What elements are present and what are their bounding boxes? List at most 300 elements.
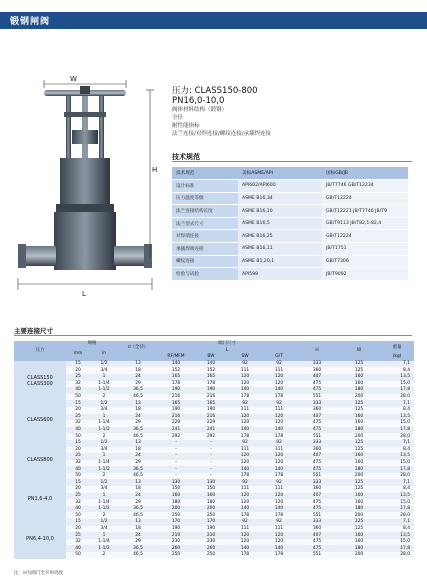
table-cell: 200: [338, 394, 380, 401]
table-cell: 111: [262, 526, 296, 533]
table-cell: 140: [158, 361, 194, 368]
table-cell: 475: [296, 506, 338, 513]
table-cell: 150: [158, 486, 194, 493]
table-cell: 475: [296, 539, 338, 546]
table-row: [172, 205, 408, 218]
table-cell: 475: [296, 460, 338, 467]
table-cell: -: [158, 466, 194, 473]
table-cell: 241: [158, 427, 194, 434]
table-cell: 140: [262, 545, 296, 552]
table-cell: GB/T12224: [322, 192, 408, 205]
table-cell: 2: [90, 433, 118, 440]
gate-valve-drawing: [10, 72, 160, 302]
table-cell: 1-1/4: [90, 420, 118, 427]
table-cell: 407: [296, 414, 338, 421]
table-cell: 130: [194, 479, 228, 486]
table-cell: 7,1: [380, 440, 414, 447]
table-cell: 1/2: [90, 361, 118, 368]
table-cell: 15,0: [380, 381, 414, 388]
table-cell: 28,0: [380, 394, 414, 401]
table-cell: 150: [194, 486, 228, 493]
table-cell: 333: [296, 519, 338, 526]
pressure-class-cell: PN1,6-4,0: [14, 479, 66, 519]
table-cell: 25: [66, 414, 90, 421]
table-cell: 111: [262, 367, 296, 374]
table-cell: 24: [118, 414, 158, 421]
table-row: [172, 268, 408, 281]
table-row: [14, 394, 414, 401]
table-cell: -: [194, 460, 228, 467]
table-cell: 1/2: [90, 519, 118, 526]
table-cell: 140: [228, 506, 262, 513]
table-cell: 28,0: [380, 512, 414, 519]
table-cell: 92: [262, 479, 296, 486]
table-cell: 7,1: [380, 479, 414, 486]
pressure-pn: PN16,0-10,0: [172, 96, 225, 106]
table-cell: -: [194, 440, 228, 447]
table-cell: 216: [158, 414, 194, 421]
table-cell: 120: [262, 539, 296, 546]
table-cell: 140: [262, 466, 296, 473]
table-header-row: [172, 167, 408, 180]
table-row: [172, 243, 408, 256]
table-cell: 8,4: [380, 367, 414, 374]
header-w: W: [338, 341, 380, 361]
table-cell: 152: [158, 367, 194, 374]
table-cell: ASME B16,11: [238, 243, 322, 256]
table-cell: 40: [66, 387, 90, 394]
table-cell: 120: [228, 453, 262, 460]
table-cell: 360: [296, 407, 338, 414]
table-cell: 120: [228, 532, 262, 539]
header-cell: 国标GB/JB: [322, 167, 408, 180]
table-cell: 160: [338, 453, 380, 460]
table-cell: 125: [338, 400, 380, 407]
table-cell: 25: [66, 374, 90, 381]
table-cell: 407: [296, 453, 338, 460]
table-cell: 15: [66, 361, 90, 368]
table-cell: 20: [66, 447, 90, 454]
table-row: [14, 440, 414, 447]
header-weight: 重量: [380, 341, 414, 354]
header-h: H: [296, 341, 338, 361]
table-cell: 46,5: [118, 473, 158, 480]
table-cell: 92: [228, 519, 262, 526]
table-row: [14, 526, 414, 533]
pressure-class: 压力: CLASS150-800: [172, 86, 258, 96]
table-cell: 333: [296, 479, 338, 486]
table-cell: 120: [262, 374, 296, 381]
table-cell: 1-1/2: [90, 545, 118, 552]
divider: [172, 161, 412, 162]
table-cell: -: [194, 466, 228, 473]
table-cell: 160: [338, 460, 380, 467]
table-cell: 压力温度等级: [172, 192, 238, 205]
table-cell: 15: [66, 400, 90, 407]
table-cell: 407: [296, 374, 338, 381]
table-row: [172, 255, 408, 268]
table-row: [14, 552, 414, 559]
table-cell: 1-1/2: [90, 466, 118, 473]
table-cell: 120: [262, 414, 296, 421]
table-row: [14, 539, 414, 546]
table-cell: 125: [338, 519, 380, 526]
table-cell: 229: [194, 420, 228, 427]
table-cell: 1/2: [90, 400, 118, 407]
table-cell: 111: [228, 526, 262, 533]
table-cell: 1: [90, 532, 118, 539]
dims-section-title: 主要连接尺寸: [14, 327, 53, 335]
table-cell: 40: [66, 427, 90, 434]
table-cell: ASME B16,10: [238, 205, 322, 218]
table-cell: 200: [338, 512, 380, 519]
table-header-row: [14, 341, 414, 348]
table-cell: 92: [262, 519, 296, 526]
table-cell: 50: [66, 433, 90, 440]
header-mm: mm: [66, 348, 90, 361]
table-cell: 36,5: [118, 427, 158, 434]
table-cell: 160: [338, 499, 380, 506]
table-cell: 120: [262, 381, 296, 388]
table-row: [14, 499, 414, 506]
table-cell: 36,5: [118, 506, 158, 513]
table-cell: GB/T7306: [322, 255, 408, 268]
table-row: [14, 427, 414, 434]
stem: [82, 96, 88, 160]
table-cell: 180: [338, 545, 380, 552]
table-cell: 120: [262, 499, 296, 506]
table-cell: 13: [118, 361, 158, 368]
table-cell: ASME B16,25: [238, 230, 322, 243]
spec-line: 全径: [172, 115, 184, 121]
header-cell: 技术规范: [172, 167, 238, 180]
table-cell: 32: [66, 539, 90, 546]
table-cell: 29: [118, 420, 158, 427]
table-cell: 7,1: [380, 400, 414, 407]
table-cell: 230: [194, 539, 228, 546]
table-cell: 8,4: [380, 526, 414, 533]
table-cell: 475: [296, 499, 338, 506]
table-cell: 250: [194, 552, 228, 559]
table-cell: 152: [194, 367, 228, 374]
table-cell: 32: [66, 420, 90, 427]
table-cell: 3/4: [90, 407, 118, 414]
table-cell: 1-1/2: [90, 427, 118, 434]
table-cell: 15: [66, 479, 90, 486]
table-cell: 29: [118, 381, 158, 388]
table-cell: 160: [338, 381, 380, 388]
table-cell: 216: [194, 414, 228, 421]
dimension-l-label: L: [82, 290, 86, 298]
table-cell: 1: [90, 414, 118, 421]
table-cell: -: [158, 473, 194, 480]
table-cell: 20: [66, 407, 90, 414]
table-cell: 125: [338, 526, 380, 533]
table-cell: 551: [296, 394, 338, 401]
table-cell: -: [158, 460, 194, 467]
table-row: [172, 217, 408, 230]
table-cell: 29: [118, 499, 158, 506]
gland: [72, 130, 98, 144]
table-cell: -: [158, 440, 194, 447]
table-cell: 160: [158, 493, 194, 500]
pressure-class-cell: CLASS800: [14, 440, 66, 480]
table-cell: 17,8: [380, 387, 414, 394]
table-row: [14, 466, 414, 473]
table-cell: 13: [118, 479, 158, 486]
table-cell: JB/T7746 GB/T12234: [322, 180, 408, 193]
table-cell: 407: [296, 493, 338, 500]
table-cell: JB/T1751: [322, 243, 408, 256]
table-cell: 160: [338, 374, 380, 381]
table-cell: 120: [228, 493, 262, 500]
table-cell: 160: [338, 493, 380, 500]
table-cell: 178: [228, 512, 262, 519]
table-cell: 2: [90, 552, 118, 559]
dimension-table-body: [14, 361, 414, 559]
table-cell: ASME B1,20,1: [238, 255, 322, 268]
table-cell: 17,8: [380, 466, 414, 473]
table-cell: API602/API600: [238, 180, 322, 193]
table-cell: -: [194, 473, 228, 480]
header-d: d（全径）: [118, 341, 158, 354]
table-cell: 120: [228, 374, 262, 381]
table-cell: 1-1/2: [90, 506, 118, 513]
table-cell: 92: [228, 361, 262, 368]
table-cell: 125: [338, 486, 380, 493]
table-cell: 140: [228, 387, 262, 394]
table-cell: 120: [228, 381, 262, 388]
table-cell: 32: [66, 460, 90, 467]
table-cell: 111: [262, 447, 296, 454]
table-cell: 111: [262, 407, 296, 414]
table-cell: 178: [228, 473, 262, 480]
table-cell: 13,5: [380, 453, 414, 460]
table-row: [172, 230, 408, 243]
table-cell: 125: [338, 479, 380, 486]
table-cell: 190: [158, 387, 194, 394]
table-cell: -: [194, 453, 228, 460]
table-row: [14, 506, 414, 513]
table-cell: 15,0: [380, 539, 414, 546]
table-cell: ASME B16,5: [238, 217, 322, 230]
table-cell: 2: [90, 512, 118, 519]
table-cell: 140: [194, 361, 228, 368]
header-d-blank: [118, 354, 158, 361]
table-cell: -: [194, 447, 228, 454]
table-cell: 25: [66, 532, 90, 539]
header-weight-unit: (kg): [380, 354, 414, 361]
table-cell: JB/T9092: [322, 268, 408, 281]
table-cell: 178: [262, 552, 296, 559]
footnote: 注：H为阀门全开时高度: [14, 571, 64, 576]
pressure-class-cell: CLASS600: [14, 400, 66, 440]
table-cell: 40: [66, 506, 90, 513]
table-cell: 36,5: [118, 466, 158, 473]
table-cell: 13: [118, 440, 158, 447]
table-cell: 18: [118, 526, 158, 533]
table-cell: 165: [158, 374, 194, 381]
table-cell: 15,0: [380, 460, 414, 467]
spec-line: 法兰连接/对焊连接/螺纹连接/承插焊连接: [172, 131, 272, 137]
table-cell: 241: [194, 427, 228, 434]
table-cell: 36,5: [118, 545, 158, 552]
table-cell: 36,5: [118, 387, 158, 394]
table-cell: 360: [296, 486, 338, 493]
header-size: 规格: [66, 341, 118, 348]
table-cell: 190: [158, 407, 194, 414]
table-cell: 190: [158, 526, 194, 533]
table-cell: 260: [194, 545, 228, 552]
table-row: [14, 493, 414, 500]
table-cell: -: [158, 447, 194, 454]
table-cell: 170: [194, 519, 228, 526]
table-cell: 13,5: [380, 414, 414, 421]
table-cell: 180: [194, 499, 228, 506]
pressure-class-cell: CLASS150 CLASS300: [14, 361, 66, 401]
table-cell: GB/T9113 JB/T82,1-82,4: [322, 217, 408, 230]
table-cell: 216: [194, 394, 228, 401]
table-cell: 210: [194, 532, 228, 539]
table-row: [14, 420, 414, 427]
table-cell: 333: [296, 361, 338, 368]
table-cell: 178: [194, 381, 228, 388]
table-cell: 120: [262, 420, 296, 427]
table-cell: 法兰型式尺寸: [172, 217, 238, 230]
table-cell: 17,8: [380, 545, 414, 552]
table-cell: ASME B16,34: [238, 192, 322, 205]
table-row: [172, 180, 408, 193]
table-cell: 140: [228, 545, 262, 552]
table-cell: 360: [296, 526, 338, 533]
tech-section-title: 技术规范: [172, 153, 200, 161]
table-cell: 32: [66, 381, 90, 388]
table-cell: 3/4: [90, 486, 118, 493]
header-in: in: [90, 348, 118, 361]
table-cell: 50: [66, 512, 90, 519]
spec-line: 耐性能指标: [172, 123, 200, 129]
table-cell: 120: [262, 493, 296, 500]
table-cell: 1: [90, 374, 118, 381]
table-cell: 160: [338, 414, 380, 421]
table-cell: 29: [118, 539, 158, 546]
table-cell: 46,5: [118, 512, 158, 519]
table-cell: 20: [66, 526, 90, 533]
table-cell: 180: [338, 506, 380, 513]
table-cell: 13: [118, 519, 158, 526]
table-cell: 法兰连接结构长度: [172, 205, 238, 218]
table-cell: 13: [118, 400, 158, 407]
table-cell: 125: [338, 367, 380, 374]
table-cell: 190: [194, 526, 228, 533]
table-cell: 17,8: [380, 506, 414, 513]
table-cell: 13,5: [380, 374, 414, 381]
table-cell: 设计标准: [172, 180, 238, 193]
table-cell: 8,4: [380, 447, 414, 454]
table-cell: 120: [262, 460, 296, 467]
table-cell: 17,8: [380, 427, 414, 434]
table-row: [14, 433, 414, 440]
table-cell: 20: [66, 367, 90, 374]
table-cell: 120: [262, 453, 296, 460]
table-cell: 250: [158, 512, 194, 519]
table-cell: 292: [194, 433, 228, 440]
table-cell: 180: [338, 427, 380, 434]
table-cell: 46,5: [118, 394, 158, 401]
table-cell: 475: [296, 466, 338, 473]
table-cell: 200: [194, 506, 228, 513]
table-cell: 170: [158, 519, 194, 526]
dimension-table: [14, 341, 414, 559]
table-cell: 165: [194, 374, 228, 381]
table-cell: 333: [296, 400, 338, 407]
yoke-right: [99, 96, 104, 158]
table-cell: 178: [228, 433, 262, 440]
table-cell: 475: [296, 381, 338, 388]
divider: [14, 335, 412, 336]
table-cell: 24: [118, 453, 158, 460]
table-cell: 92: [262, 400, 296, 407]
table-row: [14, 545, 414, 552]
table-row: [14, 453, 414, 460]
table-cell: 120: [262, 532, 296, 539]
header-gt: G/T: [262, 354, 296, 361]
table-cell: 160: [338, 420, 380, 427]
table-cell: 20: [66, 486, 90, 493]
table-cell: 125: [338, 407, 380, 414]
table-cell: 190: [194, 387, 228, 394]
table-cell: API598: [238, 268, 322, 281]
table-row: [14, 460, 414, 467]
header-bw: BW: [194, 354, 228, 361]
table-row: [14, 361, 414, 368]
table-cell: 24: [118, 493, 158, 500]
table-cell: 15,0: [380, 420, 414, 427]
table-cell: 120: [228, 420, 262, 427]
table-cell: 551: [296, 473, 338, 480]
header-bar: [0, 12, 427, 29]
table-cell: 1-1/4: [90, 381, 118, 388]
table-cell: 46,5: [118, 552, 158, 559]
table-cell: 190: [194, 407, 228, 414]
table-cell: 50: [66, 394, 90, 401]
table-cell: 25: [66, 493, 90, 500]
table-cell: 475: [296, 427, 338, 434]
table-cell: 46,5: [118, 433, 158, 440]
table-row: [172, 192, 408, 205]
table-cell: 260: [158, 545, 194, 552]
table-cell: 125: [338, 447, 380, 454]
table-cell: 24: [118, 532, 158, 539]
table-cell: 2: [90, 473, 118, 480]
table-cell: 475: [296, 387, 338, 394]
table-cell: 160: [194, 493, 228, 500]
pipe-end-left: [24, 246, 56, 266]
table-cell: 140: [228, 427, 262, 434]
table-cell: 7,1: [380, 519, 414, 526]
table-cell: 551: [296, 552, 338, 559]
table-cell: 111: [262, 486, 296, 493]
header-rf: RF/MFM: [158, 354, 194, 361]
table-cell: 32: [66, 499, 90, 506]
table-cell: 120: [228, 539, 262, 546]
table-row: [14, 473, 414, 480]
table-cell: 螺纹连接: [172, 255, 238, 268]
table-cell: 检验与试验: [172, 268, 238, 281]
table-row: [14, 407, 414, 414]
table-cell: 120: [228, 460, 262, 467]
table-cell: 178: [262, 394, 296, 401]
